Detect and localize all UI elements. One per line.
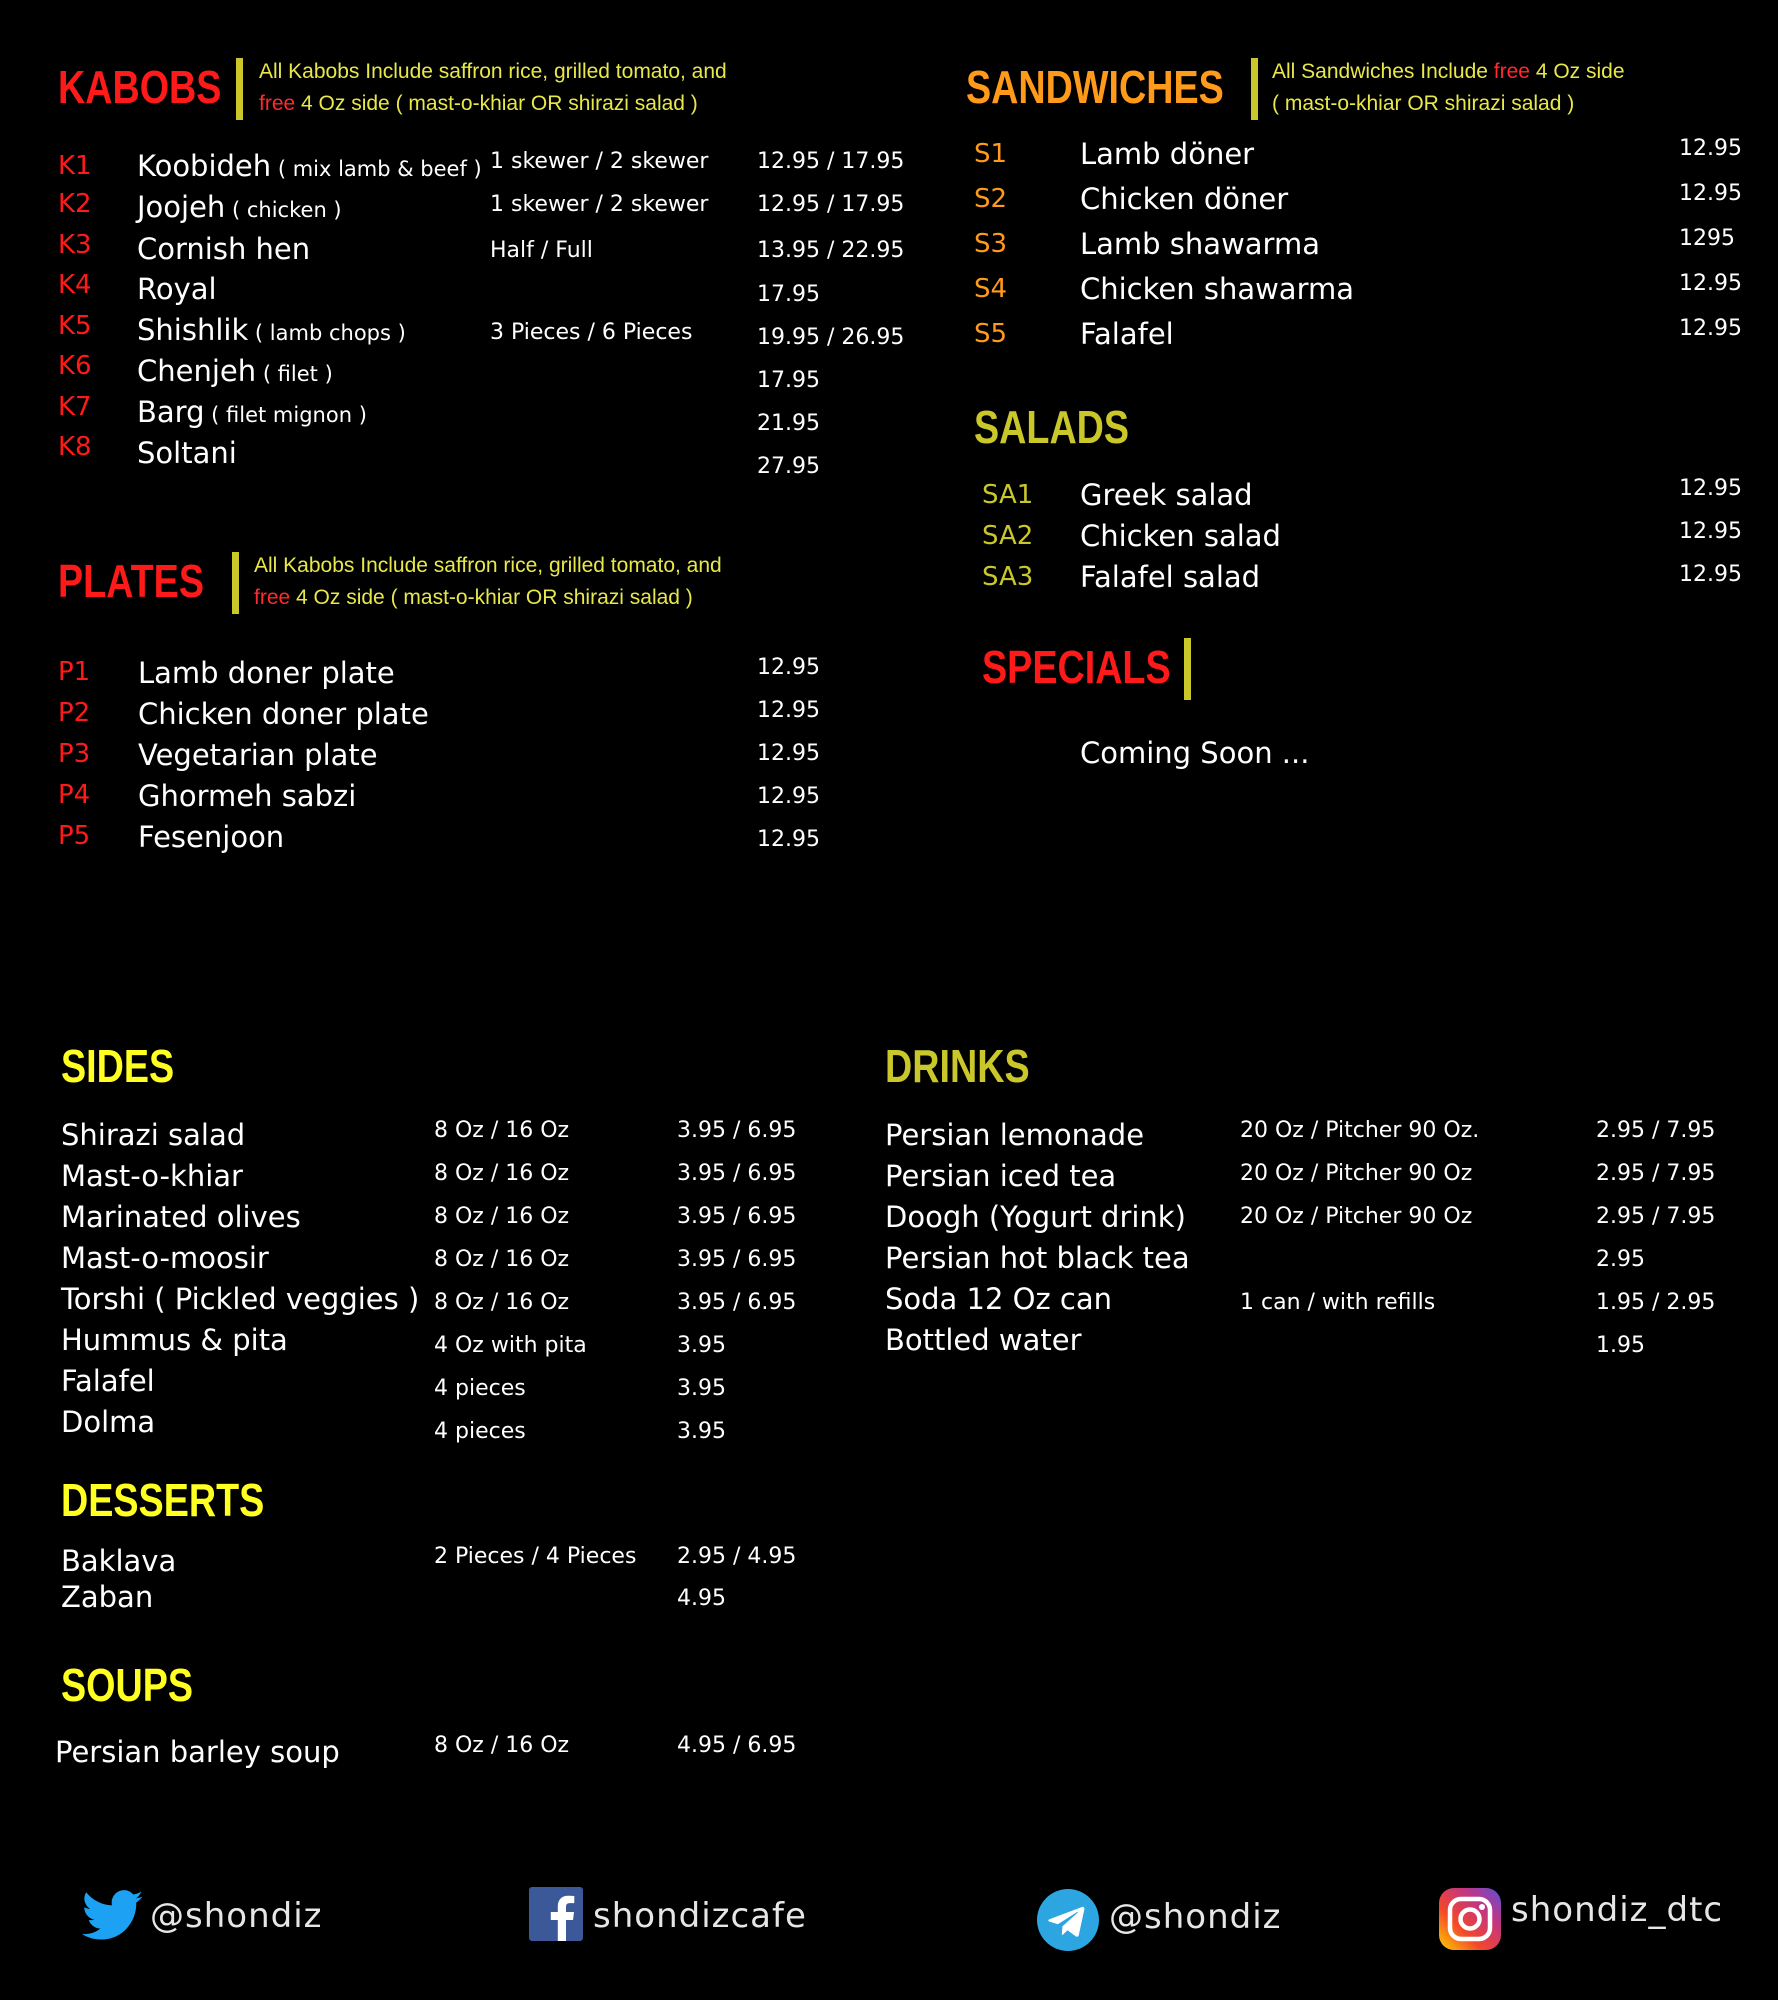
plate-name: Lamb doner plate [138,656,395,690]
plate-code: P3 [58,739,91,769]
side-size: 8 Oz / 16 Oz [434,1118,570,1143]
plate-name: Fesenjoon [138,820,285,854]
kabob-name [137,436,237,470]
plate-name: Chicken doner plate [138,697,429,731]
sandwich-name: Chicken döner [1080,182,1289,216]
drink-price: 2.95 / 7.95 [1596,1161,1716,1186]
side-price: 3.95 / 6.95 [677,1161,797,1186]
sandwiches-note-text2: 4 Oz side [1529,60,1625,83]
sandwich-code: S3 [974,229,1008,259]
salad-code: SA3 [982,562,1034,592]
plates-note-rest: 4 Oz side ( mast-o-khiar OR shirazi salad ) [290,586,693,609]
soup-size: 8 Oz / 16 Oz [434,1733,570,1758]
plate-name: Ghormeh sabzi [138,779,357,813]
kabob-code: K2 [58,189,92,219]
sandwiches-title: SANDWICHES [966,61,1224,113]
kabob-code: K3 [58,230,92,260]
kabob-price: 12.95 / 17.95 [757,149,905,174]
drink-price: 2.95 [1596,1247,1645,1272]
kabob-code: K5 [58,311,92,341]
drink-name: Persian iced tea [885,1159,1117,1193]
dessert-size: 2 Pieces / 4 Pieces [434,1544,637,1569]
side-size: 4 pieces [434,1376,526,1401]
drink-name: Soda 12 Oz can [885,1282,1113,1316]
sandwich-name: Falafel [1080,317,1174,351]
drink-price: 1.95 [1596,1333,1645,1358]
drink-name: Persian hot black tea [885,1241,1190,1275]
facebook-icon [529,1887,583,1941]
side-size: 4 pieces [434,1419,526,1444]
plates-note-line1: All Kabobs Include saffron rice, grilled tomato, and [254,554,722,577]
side-price: 3.95 / 6.95 [677,1247,797,1272]
plate-name: Vegetarian plate [138,738,378,772]
side-price: 3.95 [677,1419,726,1444]
salad-name: Greek salad [1080,478,1253,512]
kabobs-note-line2 [259,88,727,120]
kabob-name-text: Shishlik [137,313,249,347]
kabob-price: 12.95 / 17.95 [757,192,905,217]
salad-code: SA2 [982,521,1034,551]
side-size: 8 Oz / 16 Oz [434,1247,570,1272]
drink-name: Persian lemonade [885,1118,1145,1152]
twitter-handle[interactable]: @shondiz [150,1896,323,1936]
sandwiches-note [1272,56,1625,120]
salad-price: 12.95 [1679,476,1742,501]
dessert-price: 4.95 [677,1586,726,1611]
side-name: Hummus & pita [61,1323,288,1357]
drink-price: 2.95 / 7.95 [1596,1118,1716,1143]
kabobs-divider [236,58,243,120]
kabob-code: K1 [58,151,92,181]
kabob-name [137,354,333,388]
kabob-code: K8 [58,432,92,462]
kabob-price: 17.95 [757,282,820,307]
sandwich-code: S5 [974,319,1008,349]
plates-note-free: free [254,586,291,609]
kabob-name-detail: ( mix lamb & beef ) [271,157,482,181]
dessert-price: 2.95 / 4.95 [677,1544,797,1569]
sandwich-price: 12.95 [1679,136,1742,161]
plates-divider [232,552,239,614]
sides-title: SIDES [61,1040,175,1092]
dessert-name: Zaban [61,1580,154,1614]
plates-note [254,550,722,614]
sandwich-price: 12.95 [1679,181,1742,206]
specials-divider [1184,638,1191,700]
twitter-icon [82,1890,144,1942]
kabobs-note-line1: All Kabobs Include saffron rice, grilled tomato, and [259,60,727,83]
dessert-name: Baklava [61,1544,177,1578]
plate-price: 12.95 [757,827,820,852]
instagram-icon [1439,1888,1501,1950]
kabob-name-detail: ( filet ) [256,362,333,386]
side-name: Torshi ( Pickled veggies ) [61,1282,420,1316]
kabob-name-text: Soltani [137,436,237,470]
drink-price: 2.95 / 7.95 [1596,1204,1716,1229]
sandwich-name: Chicken shawarma [1080,272,1355,306]
specials-text: Coming Soon ... [1080,736,1310,770]
side-price: 3.95 / 6.95 [677,1118,797,1143]
telegram-icon [1037,1889,1099,1951]
soup-price: 4.95 / 6.95 [677,1733,797,1758]
sandwich-price: 12.95 [1679,316,1742,341]
salad-name: Falafel salad [1080,560,1261,594]
desserts-title: DESSERTS [61,1474,265,1526]
drink-size: 20 Oz / Pitcher 90 Oz [1240,1161,1473,1186]
kabob-name-text: Koobideh [137,149,272,183]
side-name: Marinated olives [61,1200,301,1234]
side-name: Mast-o-moosir [61,1241,269,1275]
plate-price: 12.95 [757,655,820,680]
side-name: Dolma [61,1405,156,1439]
side-size: 8 Oz / 16 Oz [434,1290,570,1315]
instagram-handle[interactable]: shondiz_dtc [1511,1890,1724,1930]
kabob-name-text: Chenjeh [137,354,257,388]
kabob-code: K7 [58,392,92,422]
salads-title: SALADS [974,401,1130,453]
drink-size: 20 Oz / Pitcher 90 Oz [1240,1204,1473,1229]
kabob-name [137,232,310,266]
kabob-price: 19.95 / 26.95 [757,325,905,350]
kabob-price: 13.95 / 22.95 [757,238,905,263]
kabob-name-detail: ( filet mignon ) [204,403,367,427]
plate-code: P1 [58,657,91,687]
kabob-size: 1 skewer / 2 skewer [490,192,709,217]
sandwich-price: 12.95 [1679,271,1742,296]
kabob-name-text: Cornish hen [137,232,311,266]
side-size: 8 Oz / 16 Oz [434,1161,570,1186]
kabobs-title: KABOBS [58,61,222,113]
sandwich-code: S4 [974,274,1008,304]
drink-name: Bottled water [885,1323,1082,1357]
drink-size: 20 Oz / Pitcher 90 Oz. [1240,1118,1480,1143]
sandwiches-note-line2: ( mast-o-khiar OR shirazi salad ) [1272,92,1575,115]
drinks-title: DRINKS [885,1040,1030,1092]
side-price: 3.95 / 6.95 [677,1204,797,1229]
salad-code: SA1 [982,480,1034,510]
salad-name: Chicken salad [1080,519,1281,553]
plates-note-line2 [254,582,722,614]
kabob-size: Half / Full [490,238,593,263]
kabob-code: K6 [58,351,92,381]
side-name: Mast-o-khiar [61,1159,243,1193]
side-size: 4 Oz with pita [434,1333,587,1358]
soups-title: SOUPS [61,1659,194,1711]
sandwich-name: Lamb döner [1080,137,1255,171]
sandwiches-note-line1 [1272,56,1625,88]
telegram-handle[interactable]: @shondiz [1109,1897,1282,1937]
sandwich-name: Lamb shawarma [1080,227,1320,261]
kabob-name [137,395,367,429]
facebook-handle[interactable]: shondizcafe [593,1896,807,1936]
sandwiches-note-free: free [1493,60,1530,83]
drink-name: Doogh (Yogurt drink) [885,1200,1186,1234]
plate-code: P4 [58,780,91,810]
drink-price: 1.95 / 2.95 [1596,1290,1716,1315]
sandwich-price: 1295 [1679,226,1735,251]
kabob-name [137,190,342,224]
kabob-name [137,149,482,183]
plate-price: 12.95 [757,741,820,766]
side-name: Shirazi salad [61,1118,246,1152]
kabob-name-detail: ( chicken ) [225,198,342,222]
kabob-size: 3 Pieces / 6 Pieces [490,320,693,345]
kabobs-note-rest: 4 Oz side ( mast-o-khiar OR shirazi salad ) [295,92,698,115]
kabob-price: 27.95 [757,454,820,479]
sandwich-code: S2 [974,184,1008,214]
kabob-name [137,313,406,347]
sandwich-code: S1 [974,139,1008,169]
salad-price: 12.95 [1679,562,1742,587]
specials-title: SPECIALS [982,641,1171,693]
salad-price: 12.95 [1679,519,1742,544]
sandwiches-note-text: All Sandwiches Include [1272,60,1494,83]
sandwiches-divider [1251,58,1258,120]
kabobs-note-free: free [259,92,296,115]
plates-title: PLATES [58,555,205,607]
kabob-size: 1 skewer / 2 skewer [490,149,709,174]
side-price: 3.95 / 6.95 [677,1290,797,1315]
drink-size: 1 can / with refills [1240,1290,1436,1315]
plate-code: P2 [58,698,91,728]
kabob-name-detail: ( lamb chops ) [248,321,406,345]
kabob-price: 21.95 [757,411,820,436]
soup-name: Persian barley soup [55,1735,340,1769]
kabobs-note [259,56,727,120]
side-price: 3.95 [677,1333,726,1358]
kabob-price: 17.95 [757,368,820,393]
plate-code: P5 [58,821,91,851]
kabob-name-text: Royal [137,272,217,306]
side-price: 3.95 [677,1376,726,1401]
kabob-name [137,272,217,306]
kabob-name-text: Barg [137,395,205,429]
kabob-code: K4 [58,270,92,300]
kabob-name-text: Joojeh [137,190,226,224]
plate-price: 12.95 [757,698,820,723]
side-name: Falafel [61,1364,155,1398]
side-size: 8 Oz / 16 Oz [434,1204,570,1229]
plate-price: 12.95 [757,784,820,809]
